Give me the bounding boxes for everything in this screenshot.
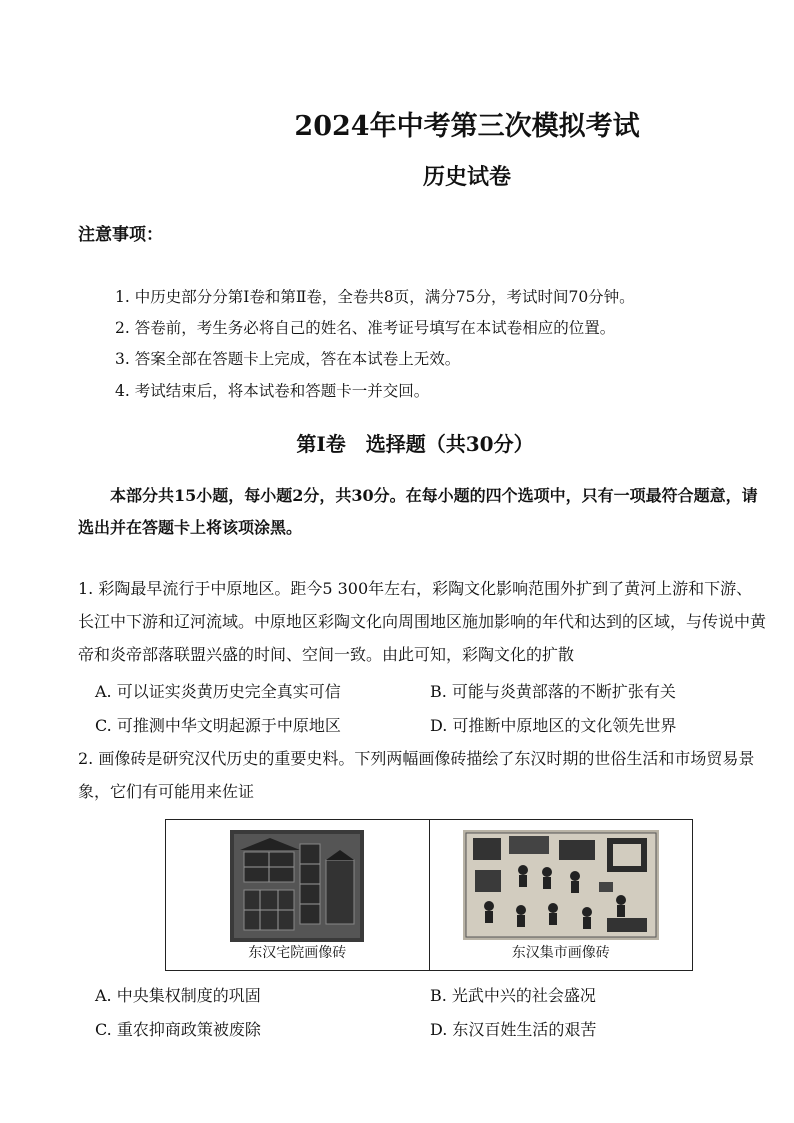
question-1-stem: 1. 彩陶最早流行于中原地区。距今5 300年左右，彩陶文化影响范围外扩到了黄河上游和下游、长江中下游和辽河流域。中原地区彩陶文化向周围地区施加影响的年代和达到的区域，与传说中黄帝和炎帝部落联盟兴盛的时间、空间一致。由此可知，彩陶文化的扩散 (78, 579, 767, 664)
notice-item: 1. 中历史部分分第Ⅰ卷和第Ⅱ卷，全卷共8页，满分75分，考试时间70分钟。 (115, 288, 635, 306)
question-2-option-b: B. 光武中兴的社会盛况 (430, 986, 596, 1005)
question-2-stem: 2. 画像砖是研究汉代历史的重要史料。下列两幅画像砖描绘了东汉时期的世俗生活和市场贸易景象，它们有可能用来佐证 (78, 749, 755, 801)
question-1-option-a: A. 可以证实炎黄历史完全真实可信 (95, 682, 341, 701)
question-2-option-c: C. 重农抑商政策被废除 (95, 1020, 261, 1039)
courtyard-brick-image (230, 830, 364, 942)
exam-subtitle: 历史试卷 (422, 164, 511, 190)
figure-caption: 东汉集市画像砖 (511, 945, 610, 961)
notice-item: 4. 考试结束后，将本试卷和答题卡一并交回。 (115, 382, 430, 400)
question-1-option-c: C. 可推测中华文明起源于中原地区 (95, 716, 341, 735)
figure-courtyard (166, 820, 429, 970)
section-title: 第Ⅰ卷 选择题（共30分） (296, 432, 534, 456)
notice-item: 3. 答案全部在答题卡上完成，答在本试卷上无效。 (115, 350, 461, 368)
section-intro: 本部分共15小题，每小题2分，共30分。在每小题的四个选项中，只有一项最符合题意，请选出并在答题卡上将该项涂黑。 (78, 486, 758, 537)
figure-panel (165, 819, 693, 971)
question-1-option-d: D. 可推断中原地区的文化领先世界 (430, 716, 677, 735)
question-2-option-a: A. 中央集权制度的巩固 (95, 986, 261, 1005)
exam-title: 2024年中考第三次模拟考试 (294, 111, 640, 142)
question-2-option-d: D. 东汉百姓生活的艰苦 (430, 1020, 597, 1039)
figure-caption: 东汉宅院画像砖 (248, 945, 347, 961)
question-1-option-b: B. 可能与炎黄部落的不断扩张有关 (430, 682, 676, 701)
figure-market (429, 820, 693, 970)
notice-item: 2. 答卷前，考生务必将自己的姓名、准考证号填写在本试卷相应的位置。 (115, 319, 616, 337)
notice-heading: 注意事项： (78, 225, 163, 245)
market-brick-image (463, 830, 659, 940)
